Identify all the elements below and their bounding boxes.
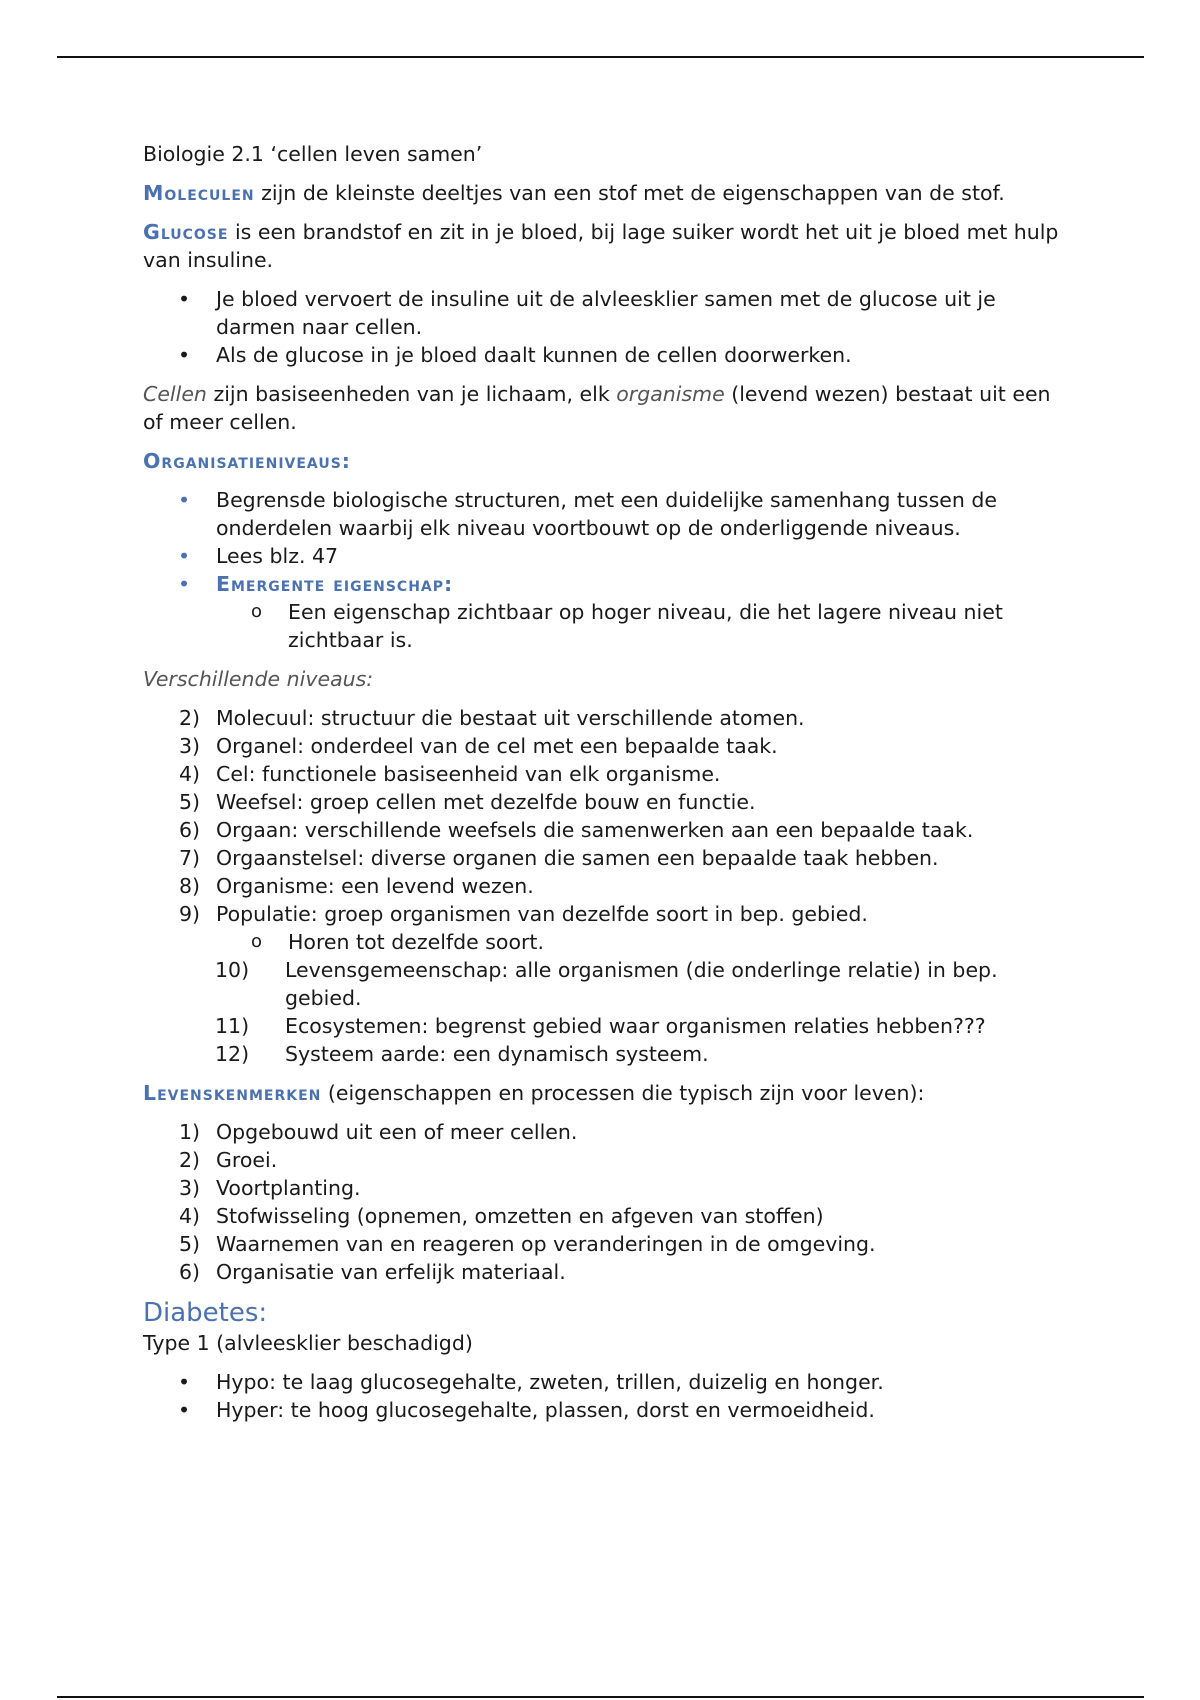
glucose-term: Glucose — [143, 220, 229, 244]
list-item — [143, 1040, 1063, 1068]
list-number: 4) — [179, 1204, 201, 1228]
list-text: Orgaan: verschillende weefsels die samenwerken aan een bepaalde taak. — [216, 818, 974, 842]
list-item — [143, 788, 1063, 816]
cellen-text-2: (levend wezen) bestaat uit een of meer cellen. — [143, 382, 1051, 434]
glucose-list — [143, 285, 1063, 369]
list-number: 7) — [179, 846, 201, 870]
list-number: 2) — [179, 1148, 201, 1172]
sub-list-item: o Een eigenschap zichtbaar op hoger niveau, die het lagere niveau niet zichtbaar is. — [143, 598, 1063, 654]
cellen-text-1: zijn basiseenheden van je lichaam, elk — [206, 382, 617, 406]
niveaus-heading: Verschillende niveaus: — [143, 667, 374, 691]
glucose-text: is een brandstof en zit in je bloed, bij lage suiker wordt het uit je bloed met hulp van insuline. — [143, 220, 1059, 272]
list-number: 6) — [179, 818, 201, 842]
moleculen-paragraph — [143, 179, 1063, 207]
list-number: 6) — [179, 1260, 201, 1284]
list-item — [143, 872, 1063, 900]
diabetes-type: Type 1 (alvleesklier beschadigd) — [143, 1331, 473, 1355]
list-item: • Hypo: te laag glucosegehalte, zweten, trillen, duizelig en honger. — [143, 1368, 1063, 1396]
list-text: Ecosystemen: begrenst gebied waar organismen relaties hebben??? — [285, 1014, 986, 1038]
list-text: Orgaanstelsel: diverse organen die samen een bepaalde taak hebben. — [216, 846, 939, 870]
list-item — [143, 816, 1063, 844]
document-title: Biologie 2.1 ‘cellen leven samen’ — [143, 142, 483, 166]
list-number: 8) — [179, 874, 201, 898]
list-text: Populatie: groep organismen van dezelfde soort in bep. gebied. — [216, 902, 868, 926]
list-item — [143, 760, 1063, 788]
list-number: 5) — [179, 790, 201, 814]
list-text: Opgebouwd uit een of meer cellen. — [216, 1120, 578, 1144]
levenskenmerken-paragraph — [143, 1079, 1063, 1107]
list-item — [143, 570, 1063, 598]
levenskenmerken-term: Levenskenmerken — [143, 1081, 322, 1105]
list-text: Stofwisseling (opnemen, omzetten en afgeven van stoffen) — [216, 1204, 824, 1228]
list-text: Groei. — [216, 1148, 278, 1172]
list-number: 5) — [179, 1232, 201, 1256]
moleculen-text: zijn de kleinste deeltjes van een stof met de eigenschappen van de stof. — [254, 181, 1005, 205]
document-body — [143, 140, 1063, 1435]
list-text: Cel: functionele basiseenheid van elk organisme. — [216, 762, 721, 786]
list-item — [143, 900, 1063, 928]
diabetes-heading: Diabetes: — [143, 1298, 268, 1328]
list-item — [143, 1118, 1063, 1146]
levenskenmerken-text: (eigenschappen en processen die typisch zijn voor leven): — [321, 1081, 925, 1105]
list-item — [143, 1258, 1063, 1286]
list-number: 4) — [179, 762, 201, 786]
organisatie-heading — [143, 447, 1063, 475]
list-text: Weefsel: groep cellen met dezelfde bouw en functie. — [216, 790, 756, 814]
list-item — [143, 732, 1063, 760]
cellen-term: Cellen — [143, 382, 207, 406]
organisatie-list — [143, 486, 1063, 654]
levenskenmerken-list — [143, 1118, 1063, 1286]
list-text: Organisatie van erfelijk materiaal. — [216, 1260, 566, 1284]
list-number: 12) — [215, 1042, 250, 1066]
list-item — [143, 844, 1063, 872]
footer-rule — [57, 1696, 1144, 1698]
emergente-term: Emergente eigenschap: — [216, 572, 454, 596]
header-rule — [57, 56, 1144, 58]
list-item — [143, 956, 1063, 1012]
list-number: 11) — [215, 1014, 250, 1038]
list-text: Systeem aarde: een dynamisch systeem. — [285, 1042, 709, 1066]
list-item — [143, 1174, 1063, 1202]
list-number: 3) — [179, 734, 201, 758]
list-text: Organisme: een levend wezen. — [216, 874, 534, 898]
list-number: 2) — [179, 706, 201, 730]
moleculen-term: Moleculen — [143, 181, 255, 205]
list-item — [143, 1202, 1063, 1230]
organisatie-heading-text: Organisatieniveaus: — [143, 449, 351, 473]
glucose-paragraph — [143, 218, 1063, 274]
list-item: • Begrensde biologische structuren, met een duidelijke samenhang tussen de onderdelen waarbij elk niveau voortbouwt op de onderliggende niveaus. — [143, 486, 1063, 542]
list-item — [143, 1230, 1063, 1258]
list-number: 10) — [215, 958, 250, 982]
list-number: 9) — [179, 902, 201, 926]
list-text: Waarnemen van en reageren op veranderingen in de omgeving. — [216, 1232, 876, 1256]
list-text: Voortplanting. — [216, 1176, 361, 1200]
list-number: 3) — [179, 1176, 201, 1200]
list-item: • Als de glucose in je bloed daalt kunnen de cellen doorwerken. — [143, 341, 1063, 369]
organisme-term: organisme — [616, 382, 725, 406]
list-number: 1) — [179, 1120, 201, 1144]
list-text: Organel: onderdeel van de cel met een bepaalde taak. — [216, 734, 778, 758]
list-text: Molecuul: structuur die bestaat uit verschillende atomen. — [216, 706, 805, 730]
list-item: • Lees blz. 47 — [143, 542, 1063, 570]
cellen-paragraph — [143, 380, 1063, 436]
list-item: • Je bloed vervoert de insuline uit de alvleesklier samen met de glucose uit je darmen naar cellen. — [143, 285, 1063, 341]
diabetes-list — [143, 1368, 1063, 1424]
list-item: • Hyper: te hoog glucosegehalte, plassen, dorst en vermoeidheid. — [143, 1396, 1063, 1424]
niveaus-list — [143, 704, 1063, 1068]
sub-list-item: o Horen tot dezelfde soort. — [143, 928, 1063, 956]
list-text: Levensgemeenschap: alle organismen (die onderlinge relatie) in bep. gebied. — [285, 958, 998, 1010]
list-item — [143, 1146, 1063, 1174]
list-item — [143, 1012, 1063, 1040]
list-item — [143, 704, 1063, 732]
